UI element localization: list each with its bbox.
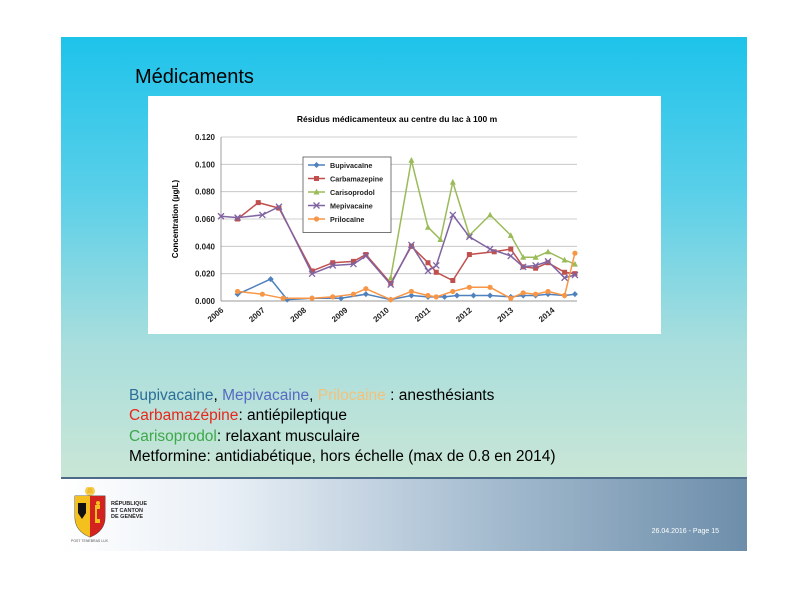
data-point-carbamazepine <box>425 260 430 265</box>
note-antiepileptic <box>129 406 556 426</box>
x-tick-label: 2012 <box>454 305 474 324</box>
page-info: 26.04.2016 - Page 15 <box>651 528 719 535</box>
x-tick-label: 2014 <box>537 305 557 324</box>
data-point-bupivacaine <box>487 293 493 299</box>
data-point-carisoprodol <box>545 249 551 255</box>
notes-block <box>129 386 556 467</box>
y-tick-label: 0.060 <box>194 215 215 224</box>
data-point-prilocaine <box>533 292 538 297</box>
data-point-carisoprodol <box>425 224 431 230</box>
x-tick-label: 2011 <box>413 305 433 324</box>
y-tick-label: 0.000 <box>194 297 215 306</box>
data-point-prilocaine <box>467 285 472 290</box>
data-point-prilocaine <box>545 289 550 294</box>
data-point-prilocaine <box>562 293 567 298</box>
x-tick-label: 2010 <box>371 305 391 324</box>
legend-marker <box>314 176 319 181</box>
y-tick-label: 0.040 <box>194 242 215 252</box>
data-point-bupivacaine <box>572 291 578 297</box>
data-point-prilocaine <box>351 292 356 297</box>
data-point-prilocaine <box>363 286 368 291</box>
legend-label: Bupivacaïne <box>330 161 373 170</box>
data-point-bupivacaine <box>363 291 369 297</box>
data-point-carbamazepine <box>450 278 455 283</box>
x-tick-label: 2008 <box>288 305 309 324</box>
slide-title: Médicaments <box>135 66 254 88</box>
y-axis-label: Concentration (µg/L) <box>171 179 180 259</box>
data-point-prilocaine <box>309 296 314 301</box>
footer <box>61 477 747 551</box>
separator: , <box>309 387 318 404</box>
y-tick-label: 0.080 <box>194 187 215 197</box>
geneva-logo <box>71 487 148 545</box>
data-point-bupivacaine <box>471 293 477 299</box>
data-point-carbamazepine <box>434 270 439 275</box>
y-tick-label: 0.020 <box>194 269 215 279</box>
data-point-prilocaine <box>409 289 414 294</box>
motto: POST TENEBRAS LUX <box>71 539 109 543</box>
legend-label: Mepivacaine <box>330 201 373 211</box>
data-point-carisoprodol <box>408 157 414 163</box>
data-point-prilocaine <box>521 290 526 295</box>
data-point-prilocaine <box>330 294 335 299</box>
y-tick-label: 0.120 <box>194 133 215 142</box>
y-tick-label: 0.100 <box>194 160 215 170</box>
data-point-prilocaine <box>425 293 430 298</box>
carisoprodol-label: Carisoprodol <box>129 427 217 445</box>
chart-container <box>148 96 661 334</box>
note-anesthetics <box>129 386 556 406</box>
data-point-prilocaine <box>450 289 455 294</box>
x-tick-label: 2013 <box>495 305 516 324</box>
geneva-crest-icon <box>71 487 109 539</box>
note-muscle-relaxant <box>129 427 556 447</box>
line-chart <box>148 96 661 334</box>
data-point-carbamazepine <box>467 252 472 257</box>
series-line-mepivacaine <box>221 207 575 285</box>
legend-label: Carisoprodol <box>330 188 375 197</box>
prilocaine-label: Prilocaine <box>317 387 386 404</box>
muscle-relaxant-description: : relaxant musculaire <box>216 427 360 445</box>
data-point-prilocaine <box>434 294 439 299</box>
data-point-prilocaine <box>572 251 577 256</box>
series-line-carbamazepine <box>238 203 575 284</box>
separator: , <box>213 387 223 404</box>
x-tick-label: 2009 <box>330 305 350 324</box>
data-point-carbamazepine <box>562 270 567 275</box>
data-point-prilocaine <box>508 296 513 301</box>
slide <box>61 37 747 477</box>
carbamazepine-label: Carbamazépine <box>129 407 239 425</box>
mepivacaine-label: Mepivacaine <box>222 387 310 404</box>
legend-label: Carbamazepine <box>330 174 384 184</box>
antiepileptic-description: : antiépileptique <box>238 407 348 425</box>
bupivacaine-label: Bupivacaine <box>129 387 214 404</box>
legend-marker <box>314 216 319 221</box>
data-point-carisoprodol <box>487 212 493 218</box>
data-point-bupivacaine <box>454 293 460 299</box>
data-point-carisoprodol <box>450 179 456 185</box>
organization-name: RÉPUBLIQUE ET CANTON DE GENÈVE <box>111 501 148 520</box>
data-point-prilocaine <box>260 292 265 297</box>
data-point-carbamazepine <box>256 200 261 205</box>
x-tick-label: 2006 <box>205 305 226 324</box>
note-metformin: Metformine: antidiabétique, hors échelle (max de 0.8 en 2014) <box>129 447 556 465</box>
data-point-carbamazepine <box>508 247 513 252</box>
x-tick-label: 2007 <box>247 305 267 324</box>
data-point-prilocaine <box>280 296 285 301</box>
legend-label: Prilocaïne <box>330 215 365 224</box>
data-point-prilocaine <box>487 285 492 290</box>
data-point-prilocaine <box>388 297 393 302</box>
data-point-prilocaine <box>235 289 240 294</box>
anesthetics-description: : anesthésiants <box>385 387 495 404</box>
chart-title: Résidus médicamenteux au centre du lac à 100 m <box>296 114 498 124</box>
data-point-mepivacaine <box>425 268 431 274</box>
